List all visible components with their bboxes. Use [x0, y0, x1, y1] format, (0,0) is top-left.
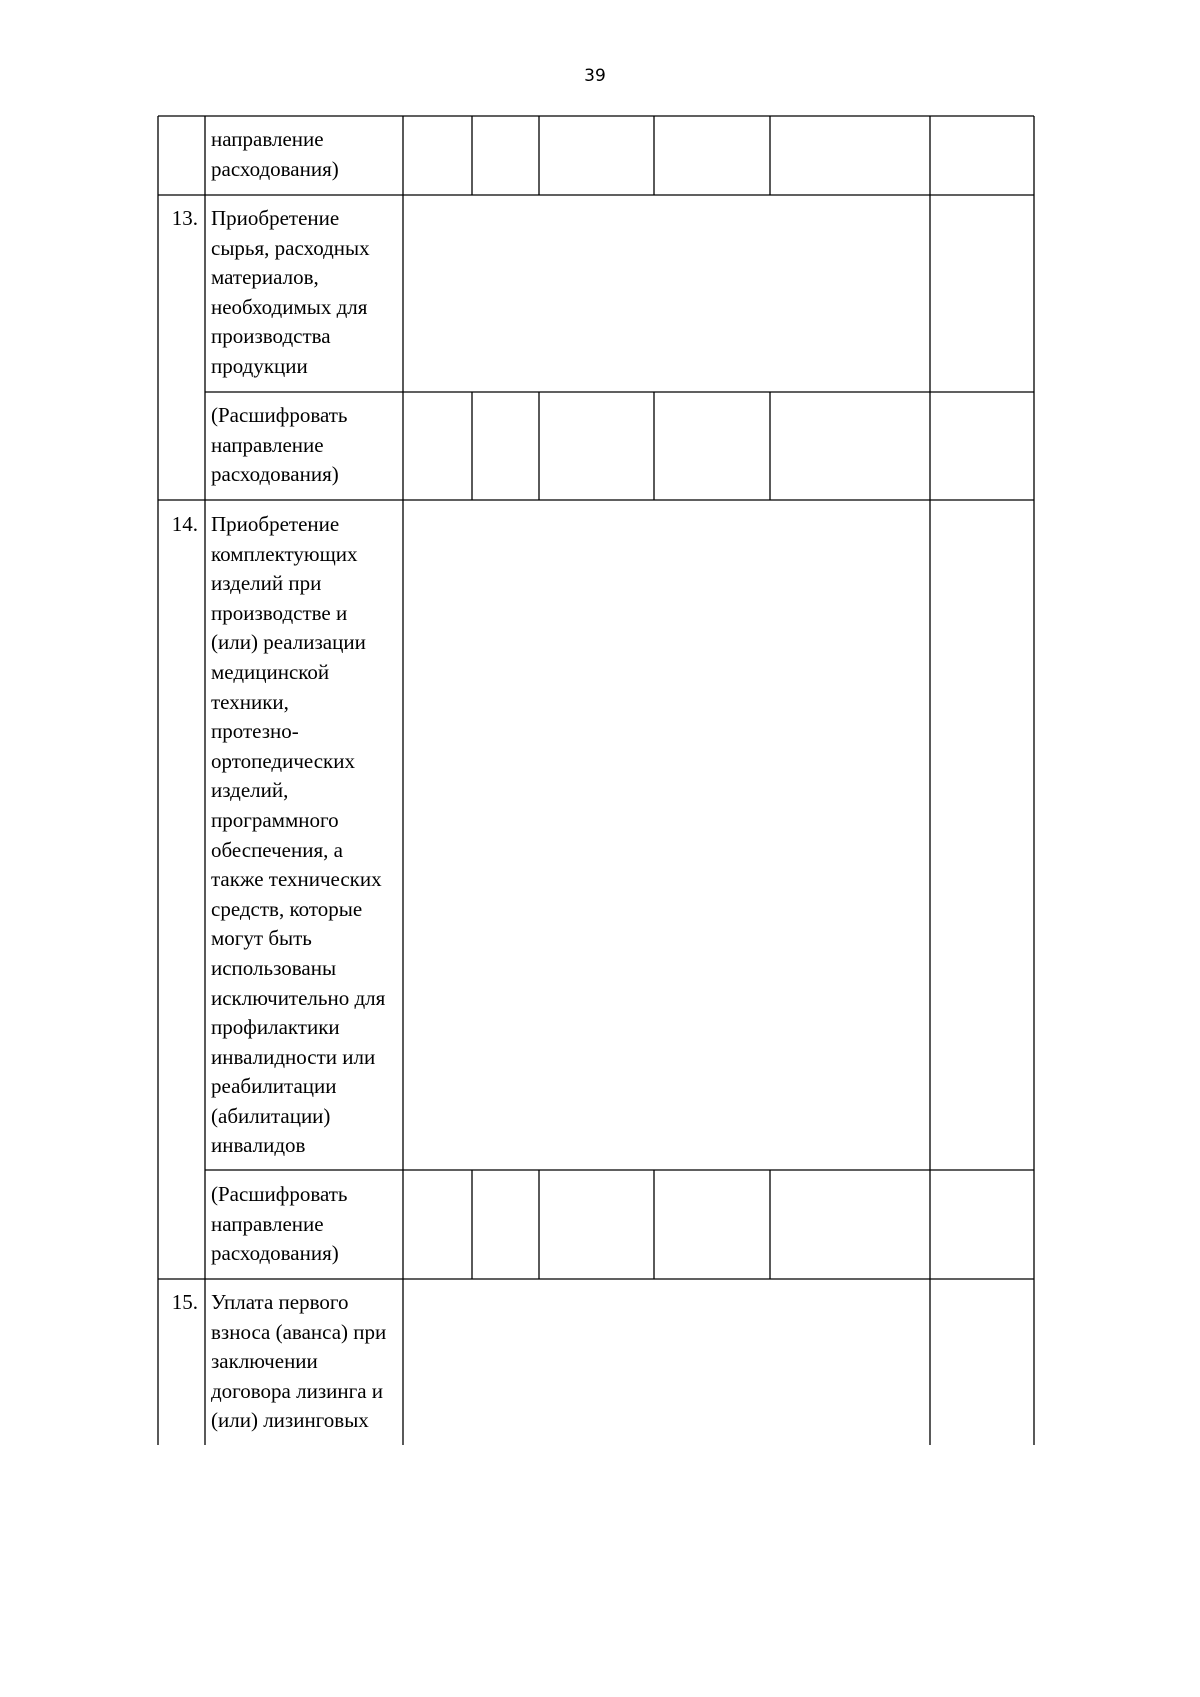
- page-number: 39: [584, 66, 606, 86]
- row-text-13: Приобретение сырья, расходных материалов, необходимых для производства продукции: [211, 206, 370, 378]
- row-text-continuation: направление расходования): [211, 127, 339, 181]
- row-text-14-detail: (Расшифровать направление расходования): [211, 1182, 348, 1266]
- row-number-15: 15.: [171, 1290, 198, 1314]
- detail-row-dividers-3: [472, 1170, 770, 1279]
- row-number-14: 14.: [171, 512, 198, 536]
- row-text-13-detail: (Расшифровать направление расходования): [211, 403, 348, 487]
- row-text-15: Уплата первого взноса (аванса) при заключении договора лизинга и (или) лизинговых: [211, 1290, 387, 1433]
- detail-row-dividers-1: [472, 116, 770, 195]
- detail-row-dividers-2: [472, 392, 770, 500]
- row-text-14: Приобретение комплектующих изделий при производстве и (или) реализации медицинской техники, протезно- ортопедических изделий, программного обеспечения, а также технических средств, которые могут быть использованы исключительно для профилактики инвалидности или реабилитации (абилитации) инвалидов: [211, 512, 386, 1158]
- row-number-13: 13.: [171, 206, 198, 230]
